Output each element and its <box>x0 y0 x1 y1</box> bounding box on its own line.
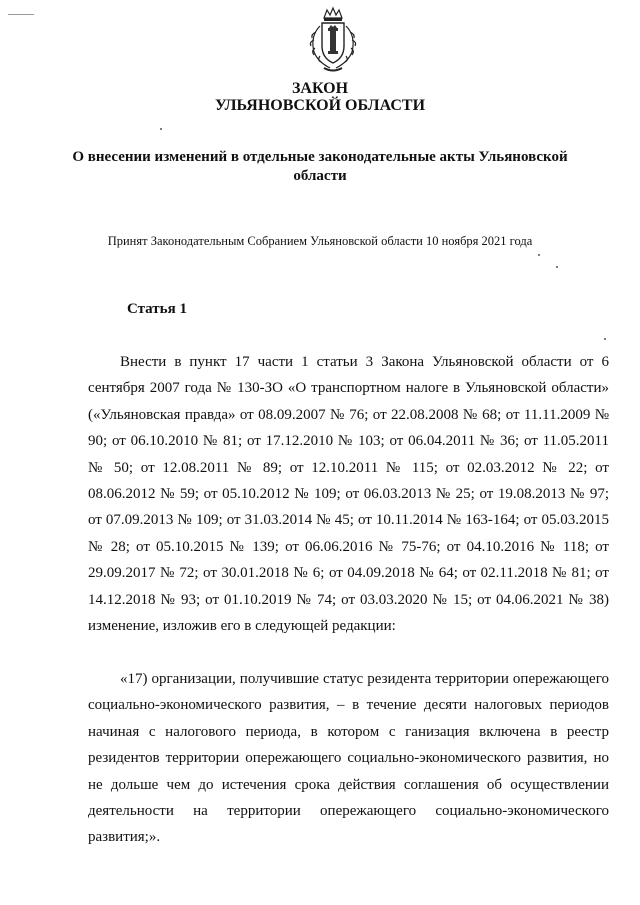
ulyanovsk-coat-of-arms-icon <box>302 6 364 74</box>
scan-speck <box>604 338 606 340</box>
region-title: УЛЬЯНОВСКОЙ ОБЛАСТИ <box>214 97 426 114</box>
article-quote: «17) организации, получившие статус резидента территории опережающего социально-экономического развития, – в течение десяти налоговых периодов начиная с налогового периода, в котором с ганизация включена в реестр резидентов территории опережающего социально-экономического развития, но не дольше чем до истечения срока действия соглашения об осуществлении деятельности на территории опережающего социально-экономического развития;». <box>88 671 609 846</box>
article-heading: Статья 1 <box>127 301 187 317</box>
scan-speck <box>538 254 540 256</box>
scan-speck <box>556 266 558 268</box>
article-paragraph: Внести в пункт 17 части 1 статьи 3 Закона Ульяновской области от 6 сентября 2007 года № 130-ЗО «О транспортном налоге в Ульяновской области» («Ульяновская правда» от 08.09.2007 № 76; от 22.08.2008 № 68; от 11.11.2009 № 90; от 06.10.2010 № 81; от 17.12.2010 № 103; от 06.04.2011 № 36; от 11.05.2011 № 50; от 12.08.2011 № 89; от 12.10.2011 № 115; от 02.03.2012 № 22; от 08.06.2012 № 59; от 05.10.2012 № 109; от 06.03.2013 № 25; от 19.08.2013 № 97; от 07.09.2013 № 109; от 31.03.2014 № 45; от 10.11.2014 № 163-164; от 05.03.2015 № 28; от 05.10.2015 № 139; от 06.06.2016 № 75-76; от 04.10.2016 № 118; от 29.09.2017 № 72; от 30.01.2018 № 6; от 04.09.2018 № 64; от 02.11.2018 № 81; от 14.12.2018 № 93; от 01.10.2019 № 74; от 03.03.2020 № 15; от 04.06.2021 № 38) изменение, изложив его в следующей редакции: <box>88 354 609 635</box>
adoption-note: Принят Законодательным Собранием Ульяновской области 10 ноября 2021 года <box>107 234 533 248</box>
law-subject: О внесении изменений в отдельные законодательные акты Ульяновской области <box>72 149 568 184</box>
scan-speck <box>160 128 162 130</box>
scan-edge-mark <box>8 14 34 15</box>
law-title: ЗАКОН <box>291 80 349 97</box>
